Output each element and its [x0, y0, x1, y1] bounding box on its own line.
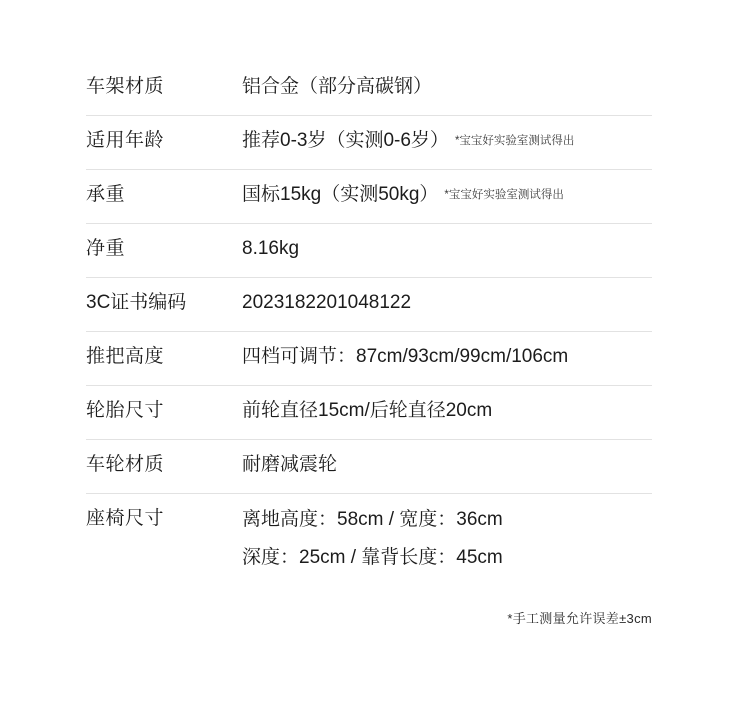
spec-value: [222, 506, 652, 572]
spec-value-text: 前轮直径15cm/后轮直径20cm: [242, 400, 493, 421]
measurement-footnote: *手工测量允许误差±3cm: [507, 611, 652, 626]
spec-value-text: 2023182201048122: [242, 292, 412, 313]
spec-value: [222, 452, 652, 478]
spec-label: 3C证书编码: [86, 292, 187, 313]
spec-label: 座椅尺寸: [86, 508, 165, 529]
spec-value-text: 国标15kg（实测50kg）: [242, 184, 439, 205]
spec-value: [222, 398, 652, 424]
spec-value-text: 推荐0-3岁（实测0-6岁）: [242, 130, 449, 151]
spec-label: 适用年龄: [86, 130, 165, 151]
spec-value-text-line1: 离地高度：58cm / 宽度：36cm: [242, 509, 503, 530]
table-row: [86, 116, 652, 170]
spec-value-text: 四档可调节：87cm/93cm/99cm/106cm: [242, 346, 569, 367]
spec-value: [222, 128, 652, 154]
table-row: [86, 224, 652, 278]
table-row: [86, 386, 652, 440]
table-row: [86, 278, 652, 332]
spec-value-text: 耐磨减震轮: [242, 454, 338, 475]
table-row: [86, 494, 652, 583]
spec-value: [222, 74, 652, 100]
spec-label: 轮胎尺寸: [86, 400, 165, 421]
spec-value-text: 铝合金（部分高碳钢）: [242, 76, 433, 97]
spec-value-text-line2: 深度：25cm / 靠背长度：45cm: [242, 547, 503, 568]
table-row: [86, 170, 652, 224]
spec-value: [222, 236, 652, 262]
spec-value-text: 8.16kg: [242, 238, 300, 259]
spec-value: [222, 290, 652, 316]
table-row: [86, 440, 652, 494]
spec-note: *宝宝好实验室测试得出: [444, 189, 564, 201]
table-row: [86, 62, 652, 116]
spec-table: [86, 62, 652, 583]
spec-label: 车架材质: [86, 76, 165, 97]
spec-value: [222, 182, 652, 208]
spec-note: *宝宝好实验室测试得出: [454, 135, 575, 147]
spec-label: 推把高度: [86, 346, 165, 367]
spec-value: [222, 344, 652, 370]
spec-label: 车轮材质: [86, 454, 165, 475]
spec-label: 承重: [86, 184, 126, 205]
spec-label: 净重: [86, 238, 126, 259]
table-row: [86, 332, 652, 386]
